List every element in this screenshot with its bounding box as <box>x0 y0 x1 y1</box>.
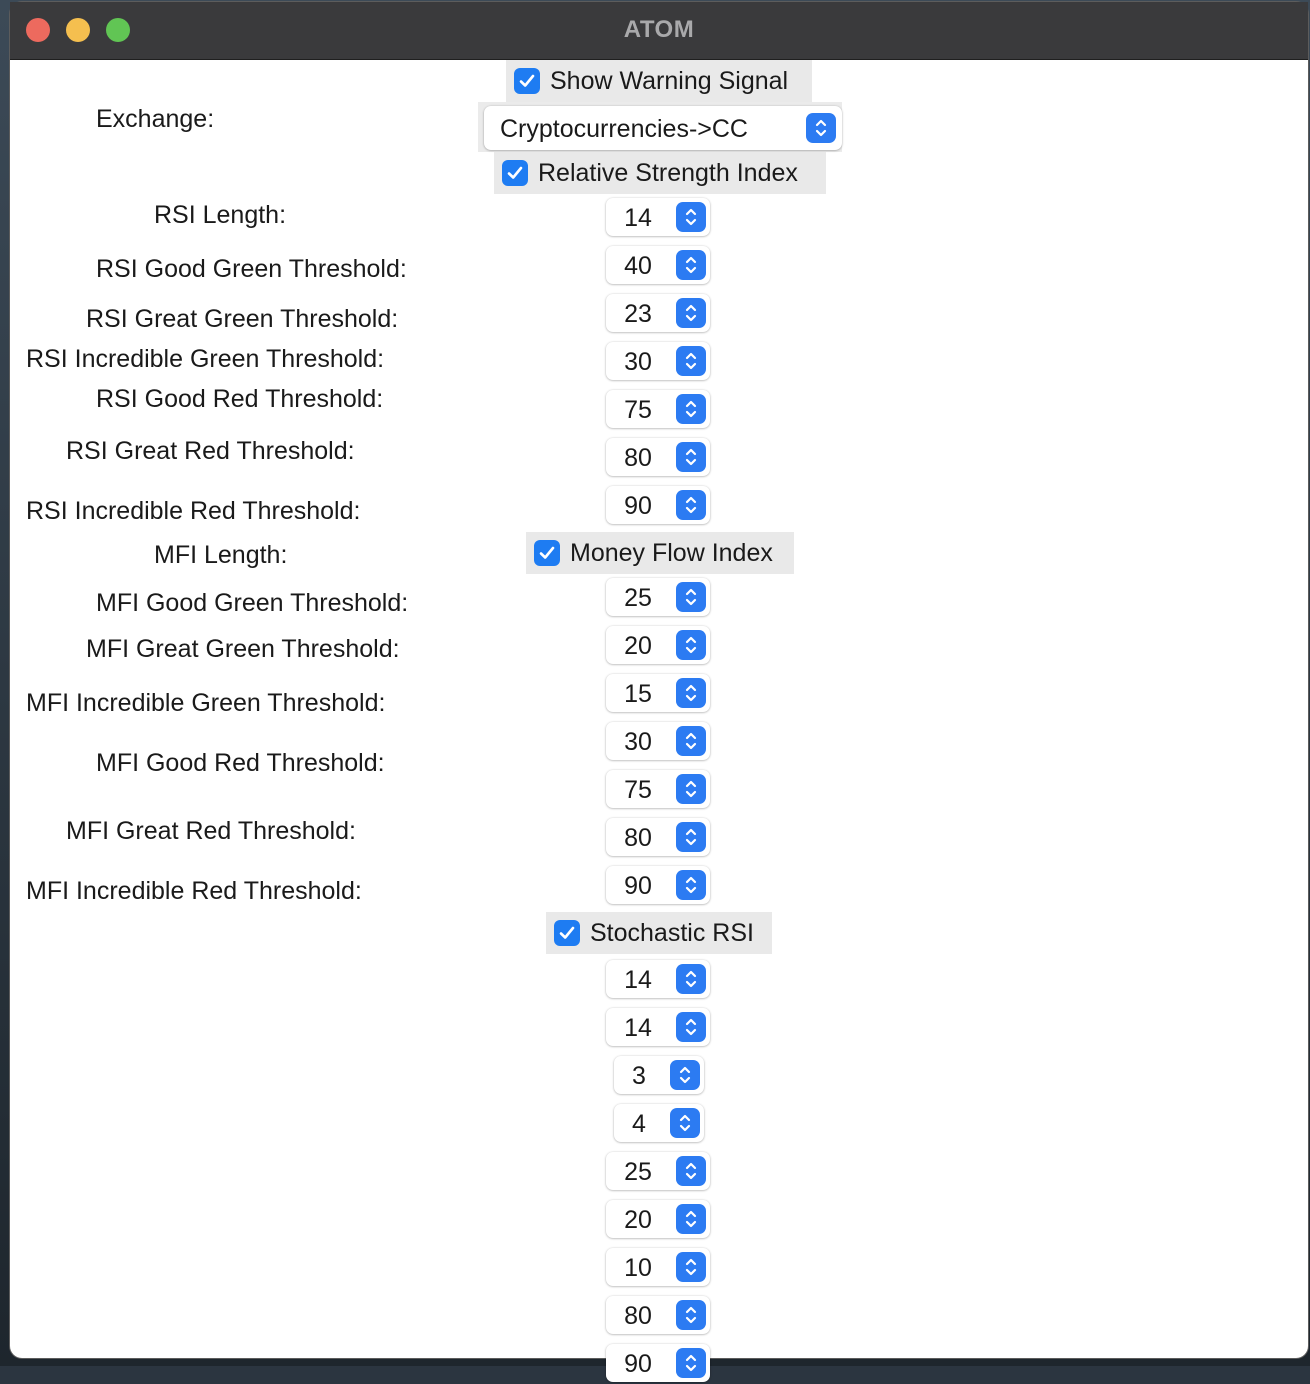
app-window <box>10 2 1308 1378</box>
stoch-stepper-2[interactable] <box>606 1008 710 1046</box>
chevron-updown-icon[interactable] <box>670 1108 700 1138</box>
mfi-great-red-label: MFI Great Red Threshold: <box>66 817 356 845</box>
window-title: ATOM <box>623 16 695 43</box>
stepper-value: 30 <box>624 348 652 376</box>
stepper-value: 25 <box>624 1158 652 1186</box>
stoch-stepper-6[interactable] <box>606 1200 710 1238</box>
stepper-value: 80 <box>624 824 652 852</box>
mfi-enable-label: Money Flow Index <box>570 538 773 567</box>
rsi-incredible-green-label: RSI Incredible Green Threshold: <box>26 345 385 373</box>
chevron-updown-icon[interactable] <box>676 1204 706 1234</box>
rsi-great-green-label: RSI Great Green Threshold: <box>86 305 399 333</box>
rsi-incredible-red-label: RSI Incredible Red Threshold: <box>26 497 361 525</box>
stepper-value: 90 <box>624 1350 652 1378</box>
checkbox-checked-icon[interactable] <box>514 68 540 94</box>
chevron-updown-icon[interactable] <box>676 630 706 660</box>
stepper-value: 80 <box>624 444 652 472</box>
rsi-enable-label: Relative Strength Index <box>538 158 798 187</box>
chevron-updown-icon[interactable] <box>676 394 706 424</box>
mfi-incredible-green-stepper[interactable] <box>606 674 710 712</box>
mfi-good-red-label: MFI Good Red Threshold: <box>96 749 385 777</box>
stoch-stepper-8[interactable] <box>606 1296 710 1334</box>
chevron-updown-icon[interactable] <box>676 1012 706 1042</box>
chevron-updown-icon[interactable] <box>676 1348 706 1378</box>
chevron-updown-icon[interactable] <box>676 1156 706 1186</box>
chevron-updown-icon[interactable] <box>676 678 706 708</box>
rsi-great-red-stepper[interactable] <box>606 438 710 476</box>
stepper-value: 23 <box>624 300 652 328</box>
stepper-value: 75 <box>624 396 652 424</box>
rsi-good-green-stepper[interactable] <box>606 246 710 284</box>
mfi-good-green-label: MFI Good Green Threshold: <box>96 589 409 617</box>
stoch-stepper-7[interactable] <box>606 1248 710 1286</box>
stoch-stepper-4[interactable] <box>614 1104 704 1142</box>
chevron-updown-icon[interactable] <box>676 1300 706 1330</box>
chevron-updown-icon[interactable] <box>676 346 706 376</box>
chevron-updown-icon[interactable] <box>676 582 706 612</box>
stochastic-rsi-checkbox[interactable] <box>546 912 772 954</box>
chevron-updown-icon[interactable] <box>676 202 706 232</box>
stepper-value: 20 <box>624 632 652 660</box>
chevron-updown-icon[interactable] <box>676 870 706 900</box>
chevron-updown-icon[interactable] <box>676 250 706 280</box>
show-warning-signal-label: Show Warning Signal <box>550 66 789 95</box>
stoch-stepper-1[interactable] <box>606 960 710 998</box>
stochastic-rsi-label: Stochastic RSI <box>590 918 754 947</box>
rsi-great-red-label: RSI Great Red Threshold: <box>66 437 355 465</box>
chevron-updown-icon[interactable] <box>676 490 706 520</box>
rsi-incredible-red-stepper[interactable] <box>606 486 710 524</box>
rsi-good-green-label: RSI Good Green Threshold: <box>96 255 407 283</box>
chevron-updown-icon <box>806 113 836 143</box>
title-bar[interactable] <box>10 2 1308 60</box>
mfi-length-label: MFI Length: <box>154 541 288 569</box>
stepper-value: 80 <box>624 1302 652 1330</box>
stepper-value: 14 <box>624 204 652 232</box>
rsi-good-red-label: RSI Good Red Threshold: <box>96 385 384 413</box>
rsi-length-stepper[interactable] <box>606 198 710 236</box>
stoch-stepper-5[interactable] <box>606 1152 710 1190</box>
mfi-extra-stepper[interactable] <box>606 722 710 760</box>
chevron-updown-icon[interactable] <box>676 442 706 472</box>
mfi-incredible-red-stepper[interactable] <box>606 866 710 904</box>
stepper-value: 90 <box>624 872 652 900</box>
mfi-great-green-stepper[interactable] <box>606 626 710 664</box>
chevron-updown-icon[interactable] <box>676 964 706 994</box>
rsi-enable-checkbox[interactable] <box>494 152 826 194</box>
chevron-updown-icon[interactable] <box>676 774 706 804</box>
mfi-great-green-label: MFI Great Green Threshold: <box>86 635 400 663</box>
chevron-updown-icon[interactable] <box>676 726 706 756</box>
stoch-stepper-3[interactable] <box>614 1056 704 1094</box>
stepper-value: 90 <box>624 492 652 520</box>
checkbox-checked-icon[interactable] <box>534 540 560 566</box>
mfi-incredible-green-label: MFI Incredible Green Threshold: <box>26 689 386 717</box>
mfi-incredible-red-label: MFI Incredible Red Threshold: <box>26 877 362 905</box>
stepper-value: 20 <box>624 1206 652 1234</box>
stepper-value: 14 <box>624 1014 652 1042</box>
exchange-value: Cryptocurrencies->CC <box>500 115 748 143</box>
mfi-good-green-stepper[interactable] <box>606 578 710 616</box>
exchange-popup-button[interactable] <box>484 106 842 150</box>
checkbox-checked-icon[interactable] <box>502 160 528 186</box>
show-warning-signal-checkbox[interactable] <box>506 60 812 102</box>
stepper-value: 25 <box>624 584 652 612</box>
stepper-value: 15 <box>624 680 652 708</box>
rsi-incredible-green-stepper[interactable] <box>606 342 710 380</box>
settings-panel <box>10 60 1308 1378</box>
checkbox-checked-icon[interactable] <box>554 920 580 946</box>
stepper-value: 10 <box>624 1254 652 1282</box>
stepper-value: 3 <box>632 1062 646 1090</box>
chevron-updown-icon[interactable] <box>676 822 706 852</box>
mfi-great-red-stepper[interactable] <box>606 818 710 856</box>
mfi-enable-checkbox[interactable] <box>526 532 794 574</box>
chevron-updown-icon[interactable] <box>676 1252 706 1282</box>
stepper-value: 40 <box>624 252 652 280</box>
rsi-good-red-stepper[interactable] <box>606 390 710 428</box>
stepper-value: 30 <box>624 728 652 756</box>
exchange-label: Exchange: <box>96 105 215 133</box>
rsi-great-green-stepper[interactable] <box>606 294 710 332</box>
chevron-updown-icon[interactable] <box>676 298 706 328</box>
rsi-length-label: RSI Length: <box>154 201 287 229</box>
chevron-updown-icon[interactable] <box>670 1060 700 1090</box>
stepper-value: 75 <box>624 776 652 804</box>
stepper-value: 14 <box>624 966 652 994</box>
stepper-value: 4 <box>632 1110 646 1138</box>
stoch-stepper-9[interactable] <box>606 1344 710 1382</box>
mfi-good-red-stepper[interactable] <box>606 770 710 808</box>
